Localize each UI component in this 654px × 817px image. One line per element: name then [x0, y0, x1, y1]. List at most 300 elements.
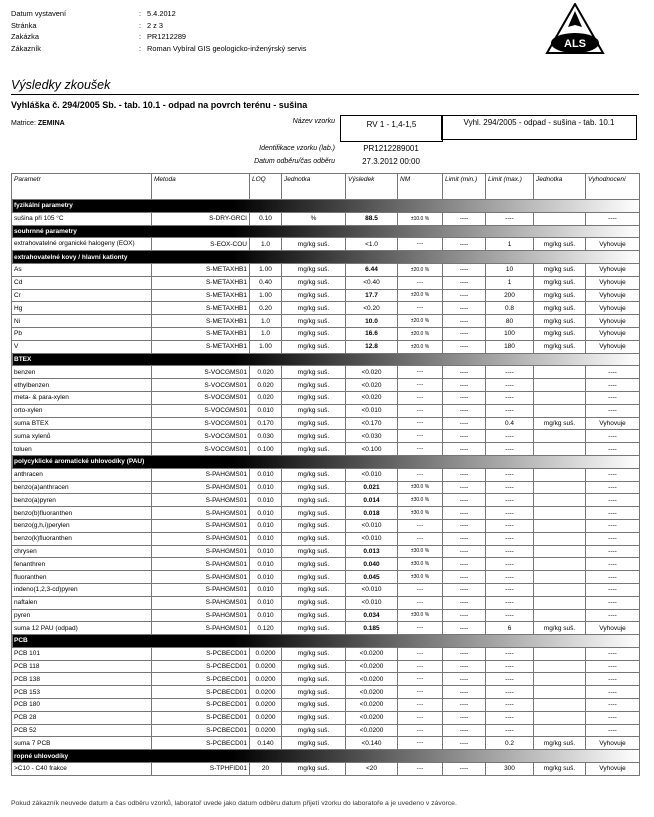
table-cell: ----: [586, 711, 640, 724]
table-cell: <0.020: [346, 391, 398, 404]
table-cell: 0.0200: [250, 711, 282, 724]
table-cell: S-PAHGMS01: [152, 583, 250, 596]
table-cell: mg/kg suš.: [282, 609, 346, 622]
header-row: [11, 31, 307, 43]
table-cell: ----: [398, 737, 443, 750]
header-row: [11, 20, 307, 32]
table-cell: 0.185: [346, 622, 398, 635]
table-cell: pyren: [12, 609, 152, 622]
table-cell: mg/kg suš.: [534, 315, 586, 328]
table-cell: <0.010: [346, 532, 398, 545]
section-title: BTEX: [12, 353, 640, 366]
table-cell: 1: [486, 238, 534, 251]
table-cell: ----: [443, 263, 486, 276]
table-cell: ----: [443, 379, 486, 392]
table-cell: [534, 507, 586, 520]
table-cell: ----: [443, 366, 486, 379]
table-cell: <0.100: [346, 443, 398, 456]
table-cell: ----: [443, 660, 486, 673]
table-row: [12, 647, 640, 660]
table-cell: ----: [443, 302, 486, 315]
table-cell: mg/kg suš.: [282, 379, 346, 392]
table-row: [12, 430, 640, 443]
header-value: PR1212289: [147, 32, 187, 41]
table-cell: PCB 101: [12, 647, 152, 660]
table-cell: ----: [398, 468, 443, 481]
table-row: [12, 545, 640, 558]
table-cell: ±20.0 %: [398, 263, 443, 276]
table-cell: mg/kg suš.: [282, 545, 346, 558]
table-cell: sušina při 105 °C: [12, 212, 152, 225]
table-cell: ----: [443, 468, 486, 481]
table-cell: S-PAHGMS01: [152, 558, 250, 571]
table-cell: S-PCBECD01: [152, 686, 250, 699]
table-cell: ----: [486, 481, 534, 494]
table-cell: S-PCBECD01: [152, 660, 250, 673]
table-cell: <0.0200: [346, 699, 398, 712]
table-cell: mg/kg suš.: [282, 660, 346, 673]
table-cell: ----: [586, 686, 640, 699]
table-row: [12, 686, 640, 699]
table-cell: ----: [443, 699, 486, 712]
table-cell: <1.0: [346, 238, 398, 251]
table-cell: ----: [443, 481, 486, 494]
table-cell: <0.010: [346, 596, 398, 609]
table-cell: fenanthren: [12, 558, 152, 571]
table-row: [12, 327, 640, 340]
table-cell: 0.170: [250, 417, 282, 430]
table-cell: fluoranthen: [12, 571, 152, 584]
table-cell: [534, 558, 586, 571]
table-row: [12, 212, 640, 225]
table-cell: mg/kg suš.: [282, 302, 346, 315]
table-cell: S-PCBECD01: [152, 737, 250, 750]
table-cell: ----: [586, 481, 640, 494]
table-cell: 0.018: [346, 507, 398, 520]
table-cell: Vyhovuje: [586, 276, 640, 289]
table-cell: S-PAHGMS01: [152, 609, 250, 622]
section-title: ropné uhlovodíky: [12, 750, 640, 763]
table-cell: ----: [443, 583, 486, 596]
table-cell: ----: [443, 391, 486, 404]
table-cell: ±20.0 %: [398, 315, 443, 328]
table-row: [12, 737, 640, 750]
table-cell: ----: [443, 622, 486, 635]
logo-text: ALS: [564, 38, 586, 50]
table-cell: [534, 443, 586, 456]
table-cell: [534, 660, 586, 673]
table-cell: mg/kg suš.: [282, 763, 346, 776]
table-cell: PCB 118: [12, 660, 152, 673]
table-row: [12, 443, 640, 456]
table-cell: 0.010: [250, 481, 282, 494]
table-cell: <0.0200: [346, 673, 398, 686]
table-cell: ±30.0 %: [398, 558, 443, 571]
table-cell: 0.010: [250, 468, 282, 481]
table-cell: ----: [443, 315, 486, 328]
table-cell: ----: [486, 379, 534, 392]
table-cell: toluen: [12, 443, 152, 456]
table-cell: [534, 379, 586, 392]
table-cell: mg/kg suš.: [282, 532, 346, 545]
table-cell: 0.0200: [250, 686, 282, 699]
table-cell: 6.44: [346, 263, 398, 276]
table-cell: meta- & para-xylen: [12, 391, 152, 404]
sample-date-label: Datum odběru/čas odběru: [254, 158, 335, 165]
table-cell: V: [12, 340, 152, 353]
table-cell: ----: [486, 686, 534, 699]
table-cell: ----: [586, 545, 640, 558]
table-cell: benzo(g,h,i)perylen: [12, 519, 152, 532]
table-cell: ----: [586, 532, 640, 545]
table-cell: [534, 212, 586, 225]
title-divider: [11, 94, 639, 95]
table-cell: mg/kg suš.: [534, 622, 586, 635]
table-cell: mg/kg suš.: [282, 507, 346, 520]
table-cell: 12.8: [346, 340, 398, 353]
table-cell: 0.10: [250, 212, 282, 225]
table-cell: ----: [586, 699, 640, 712]
table-cell: [534, 404, 586, 417]
table-cell: 0.010: [250, 494, 282, 507]
table-cell: <0.010: [346, 404, 398, 417]
table-cell: ----: [586, 468, 640, 481]
table-cell: ----: [586, 212, 640, 225]
table-cell: ----: [398, 404, 443, 417]
table-cell: ----: [586, 583, 640, 596]
table-cell: Vyhovuje: [586, 315, 640, 328]
table-cell: ----: [443, 609, 486, 622]
table-cell: 0.8: [486, 302, 534, 315]
table-cell: 0.20: [250, 302, 282, 315]
table-row: [12, 609, 640, 622]
table-cell: 10: [486, 263, 534, 276]
table-cell: S-PAHGMS01: [152, 481, 250, 494]
table-cell: ----: [486, 468, 534, 481]
table-cell: mg/kg suš.: [282, 647, 346, 660]
table-cell: ±30.0 %: [398, 545, 443, 558]
header-colon: :: [139, 32, 142, 41]
table-cell: 1.00: [250, 340, 282, 353]
column-header: Limit (max.): [486, 174, 534, 200]
table-cell: <0.030: [346, 430, 398, 443]
table-cell: ----: [398, 366, 443, 379]
column-header: Parametr: [12, 174, 152, 200]
table-cell: ----: [443, 558, 486, 571]
table-cell: ----: [398, 391, 443, 404]
table-cell: S-PCBECD01: [152, 647, 250, 660]
table-cell: 200: [486, 289, 534, 302]
table-cell: [534, 468, 586, 481]
table-cell: mg/kg suš.: [282, 315, 346, 328]
table-body: [12, 200, 640, 776]
table-cell: ----: [586, 609, 640, 622]
header-label: Datum vystavení: [11, 9, 67, 18]
table-cell: ----: [443, 711, 486, 724]
table-cell: <0.010: [346, 519, 398, 532]
table-cell: Vyhovuje: [586, 737, 640, 750]
section-title: PCB: [12, 635, 640, 648]
table-cell: [534, 711, 586, 724]
table-cell: mg/kg suš.: [282, 391, 346, 404]
table-cell: benzo(a)pyren: [12, 494, 152, 507]
table-cell: mg/kg suš.: [282, 417, 346, 430]
table-cell: ----: [586, 404, 640, 417]
table-cell: ----: [443, 519, 486, 532]
matrix: [11, 120, 65, 127]
table-cell: S-PAHGMS01: [152, 519, 250, 532]
table-cell: ----: [586, 660, 640, 673]
table-row: [12, 763, 640, 776]
table-cell: ±10.0 %: [398, 212, 443, 225]
table-cell: ----: [398, 763, 443, 776]
table-cell: 10.0: [346, 315, 398, 328]
table-cell: 0.010: [250, 507, 282, 520]
table-cell: ----: [486, 430, 534, 443]
table-row: [12, 558, 640, 571]
table-cell: [534, 494, 586, 507]
table-cell: Vyhovuje: [586, 327, 640, 340]
table-row: [12, 366, 640, 379]
table-cell: indeno(1,2,3-cd)pyren: [12, 583, 152, 596]
table-cell: ----: [398, 660, 443, 673]
table-cell: <0.0200: [346, 686, 398, 699]
table-cell: 0.010: [250, 558, 282, 571]
table-cell: [534, 609, 586, 622]
table-cell: 180: [486, 340, 534, 353]
table-cell: S-PCBECD01: [152, 673, 250, 686]
table-cell: suma xylenů: [12, 430, 152, 443]
header-value: 5.4.2012: [147, 9, 176, 18]
table-cell: As: [12, 263, 152, 276]
table-cell: ±20.0 %: [398, 340, 443, 353]
section-header-row: [12, 225, 640, 238]
table-cell: ----: [398, 711, 443, 724]
table-cell: ----: [586, 519, 640, 532]
table-cell: S-PAHGMS01: [152, 571, 250, 584]
table-cell: 0.013: [346, 545, 398, 558]
table-cell: [534, 596, 586, 609]
section-title: fyzikální parametry: [12, 200, 640, 213]
header-value: 2 z 3: [147, 20, 164, 30]
table-cell: 88.5: [346, 212, 398, 225]
header-value: Roman Vybíral GIS geologicko-inženýrský servis: [147, 43, 307, 53]
table-cell: <0.140: [346, 737, 398, 750]
table-cell: [534, 391, 586, 404]
table-cell: Ni: [12, 315, 152, 328]
table-cell: [534, 686, 586, 699]
header-label: Stránka: [11, 20, 37, 30]
table-cell: 0.010: [250, 532, 282, 545]
table-cell: ----: [486, 583, 534, 596]
table-cell: ----: [486, 404, 534, 417]
table-cell: Vyhovuje: [586, 417, 640, 430]
table-cell: Vyhovuje: [586, 340, 640, 353]
table-cell: mg/kg suš.: [534, 340, 586, 353]
table-cell: ----: [486, 443, 534, 456]
table-row: [12, 315, 640, 328]
table-cell: ----: [586, 391, 640, 404]
table-cell: 17.7: [346, 289, 398, 302]
table-cell: mg/kg suš.: [282, 622, 346, 635]
document-header: [11, 8, 307, 54]
table-cell: S-METAXHB1: [152, 315, 250, 328]
table-cell: mg/kg suš.: [282, 494, 346, 507]
table-cell: mg/kg suš.: [282, 699, 346, 712]
column-header: Výsledek: [346, 174, 398, 200]
table-cell: 0.100: [250, 443, 282, 456]
table-cell: S-VOCGMS01: [152, 443, 250, 456]
table-cell: S-PAHGMS01: [152, 468, 250, 481]
table-cell: 1.0: [250, 315, 282, 328]
table-cell: ----: [486, 571, 534, 584]
table-row: [12, 289, 640, 302]
table-cell: ----: [443, 737, 486, 750]
table-cell: [534, 647, 586, 660]
table-row: [12, 238, 640, 251]
table-cell: S-VOCGMS01: [152, 379, 250, 392]
table-cell: 6: [486, 622, 534, 635]
table-cell: anthracen: [12, 468, 152, 481]
table-cell: mg/kg suš.: [282, 711, 346, 724]
table-cell: orto-xylen: [12, 404, 152, 417]
table-cell: S-VOCGMS01: [152, 417, 250, 430]
table-row: [12, 519, 640, 532]
table-row: [12, 711, 640, 724]
table-cell: ----: [486, 507, 534, 520]
table-cell: ----: [443, 430, 486, 443]
table-cell: ----: [398, 596, 443, 609]
table-cell: [534, 571, 586, 584]
table-cell: S-METAXHB1: [152, 276, 250, 289]
table-cell: ----: [486, 391, 534, 404]
table-cell: ----: [443, 647, 486, 660]
table-cell: mg/kg suš.: [534, 289, 586, 302]
section-header-row: [12, 353, 640, 366]
table-cell: S-PCBECD01: [152, 724, 250, 737]
table-cell: Vyhovuje: [586, 238, 640, 251]
table-row: [12, 596, 640, 609]
table-cell: 0.010: [250, 583, 282, 596]
table-cell: ----: [443, 532, 486, 545]
table-cell: ----: [443, 673, 486, 686]
table-cell: S-PAHGMS01: [152, 545, 250, 558]
table-row: [12, 532, 640, 545]
table-cell: mg/kg suš.: [282, 468, 346, 481]
table-cell: ----: [443, 417, 486, 430]
table-row: [12, 507, 640, 520]
table-cell: <0.0200: [346, 647, 398, 660]
table-row: [12, 302, 640, 315]
table-cell: ----: [443, 340, 486, 353]
table-cell: Hg: [12, 302, 152, 315]
table-cell: ----: [586, 596, 640, 609]
table-cell: 0.040: [346, 558, 398, 571]
sample-date-value: 27.3.2012 00:00: [362, 157, 420, 166]
table-cell: ----: [443, 571, 486, 584]
table-cell: <0.20: [346, 302, 398, 315]
matrix-value: ZEMINA: [37, 120, 65, 127]
table-cell: ----: [486, 660, 534, 673]
table-cell: PCB 138: [12, 673, 152, 686]
section-title: extrahovatelné kovy / hlavní kationty: [12, 251, 640, 264]
table-row: [12, 276, 640, 289]
table-cell: mg/kg suš.: [282, 443, 346, 456]
table-cell: 0.010: [250, 545, 282, 558]
table-cell: >C10 - C40 frakce: [12, 763, 152, 776]
table-cell: mg/kg suš.: [282, 724, 346, 737]
table-cell: mg/kg suš.: [282, 366, 346, 379]
table-cell: mg/kg suš.: [534, 417, 586, 430]
table-cell: 0.020: [250, 366, 282, 379]
section-title: polycyklické aromatické uhlovodíky (PAU): [12, 455, 640, 468]
table-cell: 0.0200: [250, 724, 282, 737]
table-cell: [534, 519, 586, 532]
table-cell: ----: [586, 507, 640, 520]
table-cell: benzo(k)fluoranthen: [12, 532, 152, 545]
table-cell: ----: [486, 699, 534, 712]
table-cell: S-METAXHB1: [152, 302, 250, 315]
table-cell: 0.0200: [250, 660, 282, 673]
table-cell: ±30.0 %: [398, 507, 443, 520]
header-row: [11, 43, 307, 55]
table-cell: ----: [443, 443, 486, 456]
table-cell: 0.010: [250, 596, 282, 609]
header-colon: :: [139, 9, 142, 18]
table-cell: ----: [398, 302, 443, 315]
table-cell: Pb: [12, 327, 152, 340]
table-row: [12, 417, 640, 430]
column-header: Metoda: [152, 174, 250, 200]
table-cell: ±20.0 %: [398, 289, 443, 302]
table-row: [12, 481, 640, 494]
table-row: [12, 699, 640, 712]
table-cell: mg/kg suš.: [282, 238, 346, 251]
table-cell: ----: [586, 366, 640, 379]
table-cell: S-EOX-COU: [152, 238, 250, 251]
sample-id-label: Identifikace vzorku (lab.): [259, 145, 335, 152]
sample-name-label: Název vzorku: [292, 118, 335, 125]
table-cell: 16.6: [346, 327, 398, 340]
table-cell: ----: [486, 647, 534, 660]
table-cell: mg/kg suš.: [282, 430, 346, 443]
table-cell: ----: [486, 545, 534, 558]
table-row: [12, 391, 640, 404]
table-cell: 20: [250, 763, 282, 776]
table-cell: ----: [398, 583, 443, 596]
table-cell: suma 7 PCB: [12, 737, 152, 750]
column-header: Jednotka: [282, 174, 346, 200]
section-header-row: [12, 750, 640, 763]
table-cell: 1.0: [250, 327, 282, 340]
table-cell: 0.40: [250, 276, 282, 289]
table-cell: benzo(b)fluoranthen: [12, 507, 152, 520]
table-cell: <0.010: [346, 468, 398, 481]
matrix-label: Matrice:: [11, 120, 36, 127]
header-row: [11, 8, 307, 20]
section-header-row: [12, 251, 640, 264]
table-cell: ----: [398, 724, 443, 737]
header-colon: :: [139, 20, 142, 30]
section-header-row: [12, 635, 640, 648]
table-cell: S-PAHGMS01: [152, 622, 250, 635]
table-cell: 0.010: [250, 609, 282, 622]
table-cell: mg/kg suš.: [282, 571, 346, 584]
table-cell: S-PAHGMS01: [152, 494, 250, 507]
table-cell: ----: [398, 532, 443, 545]
table-cell: <0.020: [346, 366, 398, 379]
table-cell: 0.010: [250, 571, 282, 584]
